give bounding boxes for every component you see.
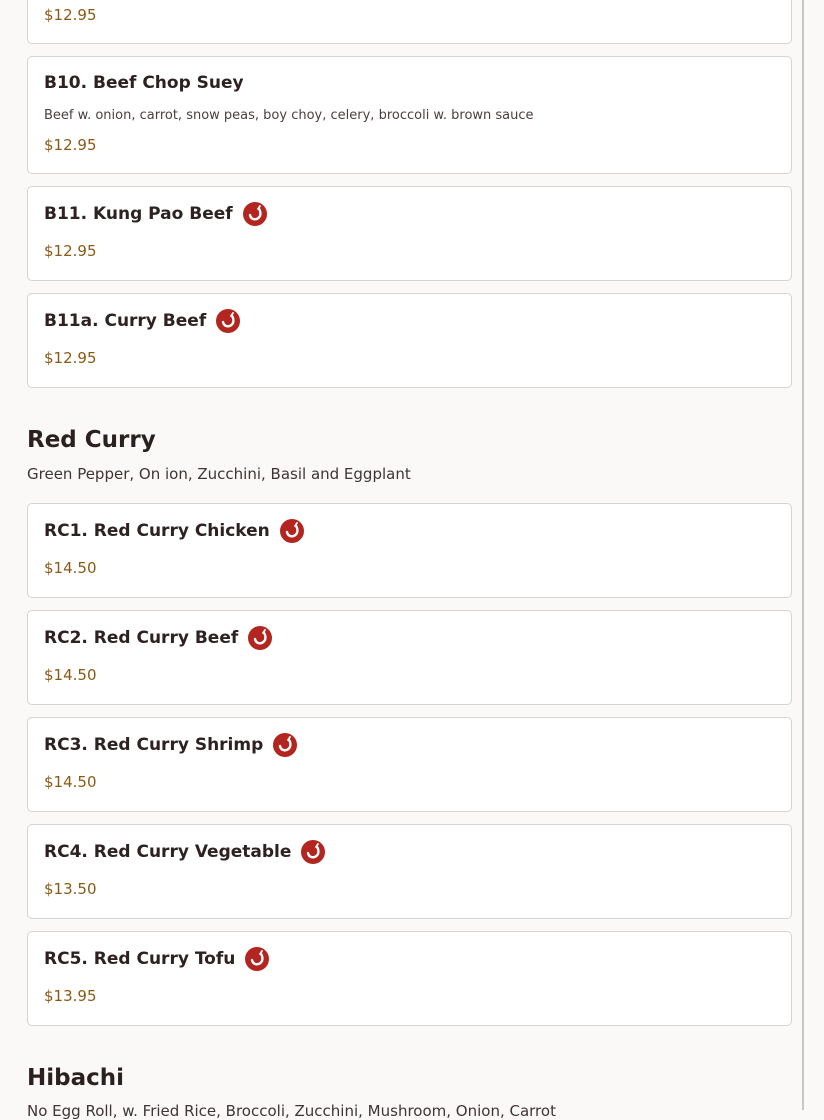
item-title-row xyxy=(44,308,241,334)
chili-pepper-icon xyxy=(244,946,270,972)
item-price: $14.50 xyxy=(44,666,97,684)
item-title-row xyxy=(44,625,273,651)
item-name: RC2. Red Curry Beef xyxy=(44,628,239,648)
item-price: $12.95 xyxy=(44,242,97,260)
menu-item-card[interactable] xyxy=(27,56,792,174)
item-name: RC1. Red Curry Chicken xyxy=(44,521,270,541)
item-price: $13.95 xyxy=(44,987,97,1005)
item-price: $14.50 xyxy=(44,773,97,791)
menu-item-card[interactable] xyxy=(27,717,792,812)
item-price: $13.50 xyxy=(44,880,97,898)
menu-item-card[interactable] xyxy=(27,293,792,388)
menu-item-card[interactable] xyxy=(27,931,792,1026)
item-title-row xyxy=(44,201,268,227)
item-name: RC3. Red Curry Shrimp xyxy=(44,735,264,755)
item-price: $12.95 xyxy=(44,136,97,154)
chili-pepper-icon xyxy=(279,518,305,544)
item-price: $12.95 xyxy=(44,349,97,367)
item-title-row xyxy=(44,732,298,758)
item-name: B11a. Curry Beef xyxy=(44,311,207,331)
item-title-row xyxy=(44,839,326,865)
menu-item-card[interactable] xyxy=(27,186,792,281)
item-title-row xyxy=(44,518,305,544)
chili-pepper-icon xyxy=(215,308,241,334)
chili-pepper-icon xyxy=(242,201,268,227)
item-name: RC4. Red Curry Vegetable xyxy=(44,842,292,862)
item-price: $12.95 xyxy=(44,6,97,24)
item-title-row xyxy=(44,946,270,972)
menu-item-card[interactable] xyxy=(27,503,792,598)
chili-pepper-icon xyxy=(247,625,273,651)
menu-item-card[interactable] xyxy=(27,824,792,919)
menu-item-card[interactable] xyxy=(27,0,792,44)
section-description: No Egg Roll, w. Fried Rice, Broccoli, Zucchini, Mushroom, Onion, Carrot xyxy=(27,1102,556,1120)
chili-pepper-icon xyxy=(272,732,298,758)
chili-pepper-icon xyxy=(300,839,326,865)
item-name: B10. Beef Chop Suey xyxy=(44,73,244,93)
section-title: Red Curry xyxy=(27,427,156,453)
menu-item-card[interactable] xyxy=(27,610,792,705)
item-name: B11. Kung Pao Beef xyxy=(44,204,233,224)
section-description: Green Pepper, On ion, Zucchini, Basil and Eggplant xyxy=(27,465,411,483)
item-name: RC5. Red Curry Tofu xyxy=(44,949,236,969)
item-price: $14.50 xyxy=(44,559,97,577)
scrollbar-track[interactable] xyxy=(802,0,804,1110)
section-title: Hibachi xyxy=(27,1065,125,1091)
item-description: Beef w. onion, carrot, snow peas, boy choy, celery, broccoli w. brown sauce xyxy=(44,108,534,123)
